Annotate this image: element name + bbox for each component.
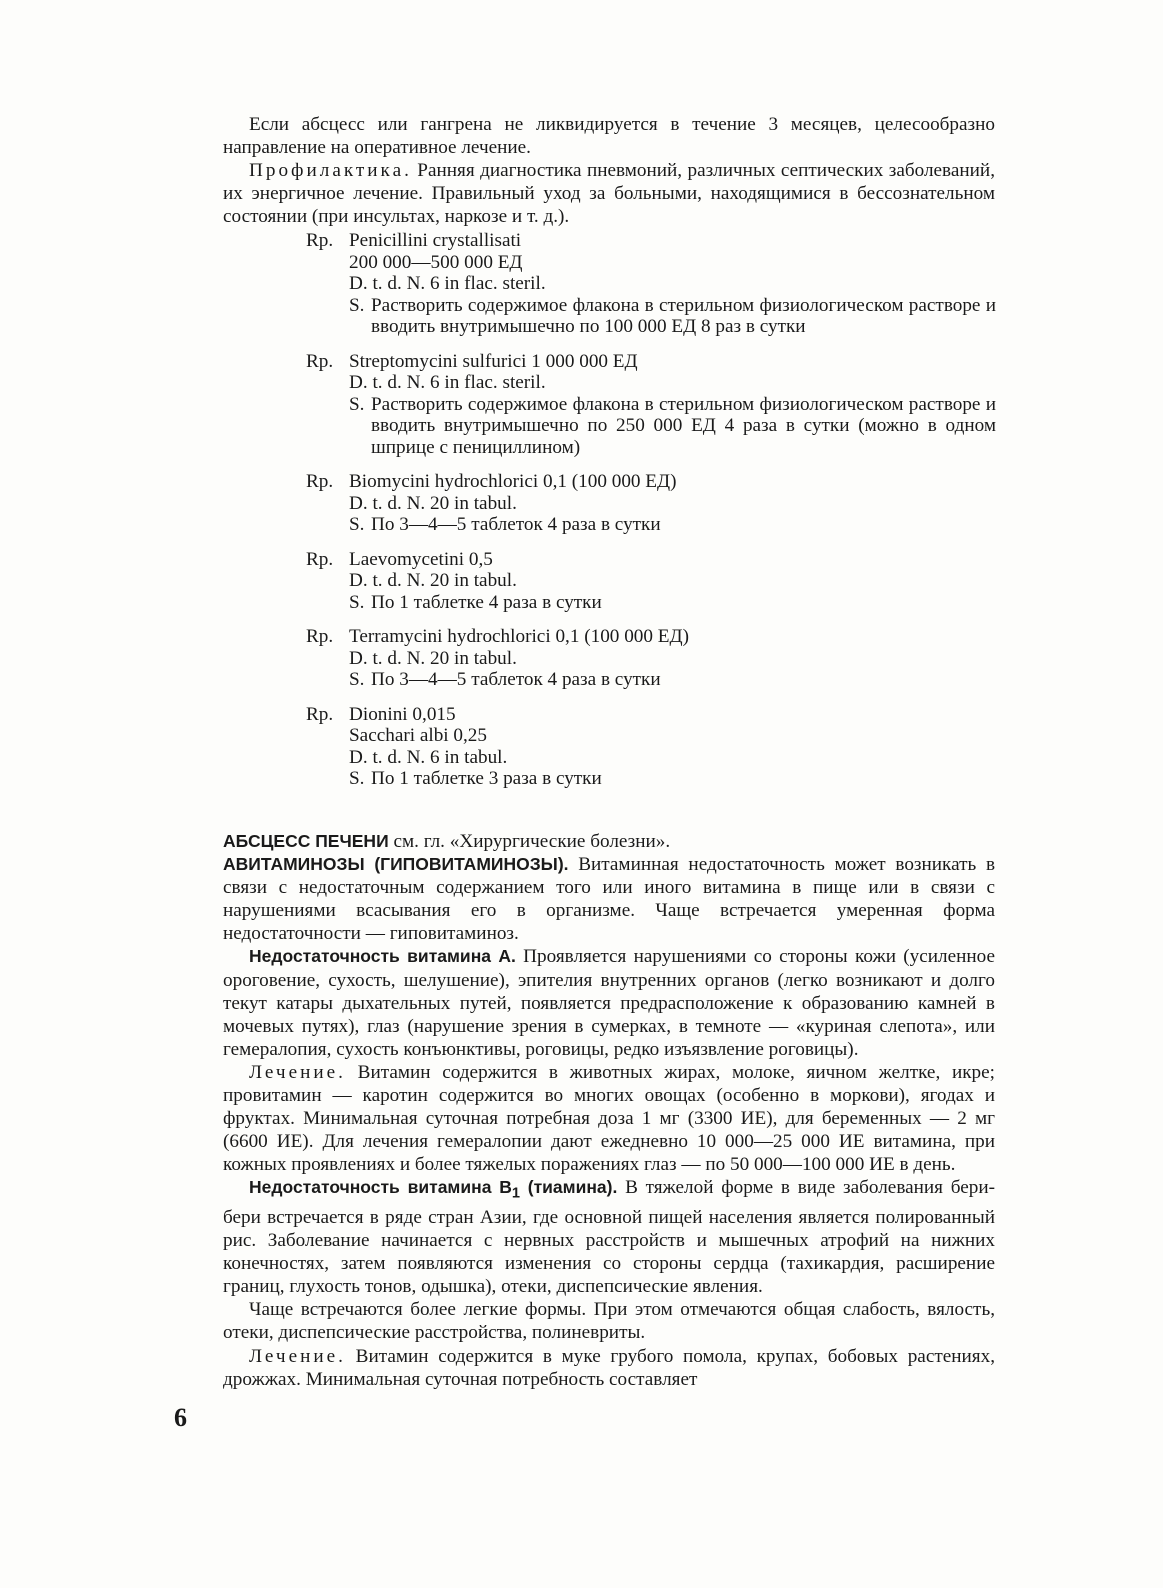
prophylaxis-text: Ранняя диагностика пневмоний, различных септических заболеваний, их энергичное лечение. Правильный уход за больными, находящимися в бессознательном состоянии (при инсультах, наркозе и т. д.). bbox=[223, 160, 995, 228]
prescription-streptomycin bbox=[306, 351, 996, 459]
vitamin-b1-text: В тяжелой форме в виде заболевания бери-бери встречается в ряде стран Азии, где основной пищей населения является полированный рис. Заболевание начинается с нервных расстройств и мышечных атрофий на нижних конечностях, затем появляются изменения со стороны сердца (тахикардия, расширение границ, глухость тонов, одышка), отеки, диспепсические явления. bbox=[223, 1177, 995, 1298]
prescription-dionin bbox=[306, 704, 996, 790]
prophylaxis-paragraph bbox=[223, 159, 995, 228]
signa-text: По 3—4—5 таблеток 4 раза в сутки bbox=[371, 669, 661, 690]
treatment-b1-label: Лечение. bbox=[249, 1345, 346, 1367]
signa-label: S. bbox=[349, 591, 365, 613]
signa-label: S. bbox=[349, 393, 365, 415]
rp-label: Rp. bbox=[306, 548, 334, 570]
abscess-paragraph: Если абсцесс или гангрена не ликвидируется в течение 3 месяцев, целесообразно направление на оперативное лечение. bbox=[223, 114, 995, 159]
prescription-penicillin bbox=[306, 230, 996, 338]
rx-line: Laevomycetini 0,5 bbox=[349, 548, 493, 570]
rx-line: Biomycini hydrochlorici 0,1 (100 000 ЕД) bbox=[349, 471, 677, 492]
intro-block bbox=[223, 113, 995, 228]
rx-line: Dionini 0,015 bbox=[349, 703, 456, 725]
rx-line: Streptomycini sulfurici 1 000 000 ЕД bbox=[349, 350, 638, 372]
rp-label: Rp. bbox=[306, 471, 334, 492]
signa-label: S. bbox=[349, 768, 365, 789]
rp-label: Rp. bbox=[306, 230, 334, 251]
vitamin-b1-subscript: 1 bbox=[511, 1185, 520, 1202]
prescription-terramycin bbox=[306, 626, 996, 691]
vitamin-b1-heading bbox=[249, 1177, 618, 1202]
vitamin-a-heading: Недостаточность витамина А. bbox=[249, 946, 516, 967]
mild-forms-paragraph: Чаще встречаются более легкие формы. При этом отмечаются общая слабость, вялость, отеки, диспепсические расстройства, полиневриты. bbox=[223, 1299, 995, 1344]
rp-label: Rp. bbox=[306, 626, 334, 647]
signa-label: S. bbox=[349, 294, 365, 316]
vitamin-b1-heading-b: (тиамина). bbox=[519, 1177, 618, 1198]
signa-label: S. bbox=[349, 514, 365, 535]
avitaminosis-paragraph bbox=[223, 853, 995, 945]
rx-line: D. t. d. N. 6 in tabul. bbox=[349, 746, 508, 768]
rp-label: Rp. bbox=[306, 703, 334, 725]
vitamin-b1-paragraph bbox=[223, 1176, 995, 1298]
treatment-a-paragraph bbox=[223, 1061, 995, 1176]
page-number: 6 bbox=[174, 1403, 187, 1432]
avitaminosis-heading: АВИТАМИНОЗЫ (ГИПОВИТАМИНОЗЫ). bbox=[223, 854, 569, 875]
signa-label: S. bbox=[349, 669, 365, 690]
prescription-biomycin bbox=[306, 471, 996, 536]
rx-line: Penicillini crystallisati bbox=[349, 230, 522, 251]
rx-line: D. t. d. N. 6 in flac. steril. bbox=[349, 372, 546, 393]
main-text bbox=[223, 830, 995, 1391]
liver-abscess-text: см. гл. «Хирургические болезни». bbox=[388, 831, 671, 852]
liver-abscess-paragraph bbox=[223, 830, 995, 853]
prescription-laevomycetin bbox=[306, 549, 996, 614]
rx-line: 200 000—500 000 ЕД bbox=[349, 251, 523, 273]
liver-abscess-heading: АБСЦЕСС ПЕЧЕНИ bbox=[223, 831, 389, 851]
avitaminosis-text: Витаминная недостаточность может возникать в связи с недостаточным содержанием того или иного витамина в пище или в связи с нарушениями всасывания его в организме. Чаще встречается умеренная форма недостаточности — гиповитаминоз. bbox=[223, 854, 996, 945]
signa-text: По 3—4—5 таблеток 4 раза в сутки bbox=[371, 514, 661, 535]
signa-text: По 1 таблетке 4 раза в сутки bbox=[371, 591, 602, 613]
signa-text: Растворить содержимое флакона в стерильном физиологическом растворе и вводить внутримышечно по 250 000 ЕД 4 раза в сутки (можно в одном шприце с пенициллином) bbox=[371, 393, 996, 458]
vitamin-a-paragraph bbox=[223, 945, 995, 1060]
rx-line: D. t. d. N. 6 in flac. steril. bbox=[349, 273, 546, 294]
treatment-a-label: Лечение. bbox=[249, 1061, 346, 1083]
vitamin-a-text: Проявляется нарушениями со стороны кожи (усиленное ороговение, сухость, шелушение), эпителия внутренних органов (легко возникают и долго текут катары дыхательных путей, появляется предрасположение к образованию камней в мочевых путях), глаз (нарушение зрения в сумерках, в темноте — «куриная слепота», или гемералопия, сухость конъюнктивы, роговицы, редко изъязвление роговицы). bbox=[223, 946, 995, 1060]
treatment-b1-text: Витамин содержится в муке грубого помола, крупах, бобовых растениях, дрожжах. Минимальная суточная потребность составляет bbox=[223, 1345, 995, 1390]
treatment-a-text: Витамин содержится в животных жирах, молоке, яичном желтке, икре; провитамин — каротин содержится во многих овощах (особенно в моркови), ягодах и фруктах. Минимальная суточная потребная доза 1 мг (3300 ИЕ), для беременных — 2 мг (6600 ИЕ). Для лечения гемералопии дают ежедневно 10 000—25 000 ИЕ витамина, при кожных проявлениях и более тяжелых поражениях глаз — по 50 000—100 000 ИЕ в день. bbox=[223, 1061, 995, 1176]
vitamin-b1-heading-a: Недостаточность витамина В bbox=[249, 1177, 512, 1198]
prescriptions-list bbox=[306, 230, 996, 803]
prophylaxis-label: Профилактика. bbox=[249, 160, 412, 182]
signa-text: По 1 таблетке 3 раза в сутки bbox=[371, 768, 602, 789]
signa-text: Растворить содержимое флакона в стерильном физиологическом растворе и вводить внутримышечно по 100 000 ЕД 8 раз в сутки bbox=[371, 294, 996, 337]
rx-line: Sacchari albi 0,25 bbox=[349, 725, 487, 746]
treatment-b1-paragraph bbox=[223, 1345, 995, 1391]
rx-line: D. t. d. N. 20 in tabul. bbox=[349, 647, 517, 669]
rx-line: D. t. d. N. 20 in tabul. bbox=[349, 570, 517, 591]
rx-line: Terramycini hydrochlorici 0,1 (100 000 ЕД) bbox=[349, 626, 689, 647]
rp-label: Rp. bbox=[306, 350, 334, 372]
rx-line: D. t. d. N. 20 in tabul. bbox=[349, 492, 517, 514]
